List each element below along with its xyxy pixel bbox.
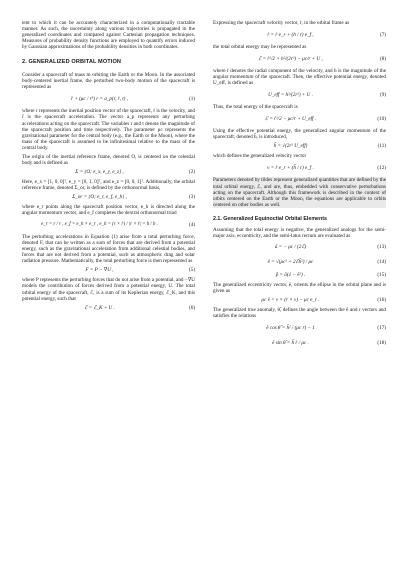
paper-page	[22, 20, 386, 550]
right-column	[213, 20, 386, 352]
equation-number: (11)	[377, 143, 386, 150]
paragraph: which defines the generalized velocity vector	[213, 153, 307, 160]
equation-number: (6)	[189, 304, 195, 311]
equation-number: (15)	[377, 271, 386, 278]
equation-body: ã = − μc / (2ℰ)	[274, 244, 307, 251]
equation-number: (16)	[377, 296, 386, 303]
paragraph: where e_r points along the spacecraft position vector, e_h is directed along the angular momentum vector, and e_f completes the dextral orthonormal triad	[22, 204, 195, 217]
section-heading: 2. GENERALIZED ORBITAL MOTION	[22, 59, 122, 66]
equation-number: (10)	[377, 115, 386, 122]
paragraph: Here, e_x = [1, 0, 0]ᵀ, e_y = [0, 1, 0]ᵀ, and e_z = [0, 0, 1]ᵀ. Additionally, the orbital reference frame, denoted Σ_or, is defined by the orthonormal basis,	[22, 178, 195, 191]
paragraph: where P represents the perturbing forces that do not arise from a potential, and −∇U models the contribution of forces derived from a potential energy, U. The total orbital energy of the spacecraft, ℰ, is a sum of its Keplerian energy, ℰ_K, and this potential energy, such that	[22, 277, 195, 302]
equation-number: (1)	[189, 95, 195, 102]
equation-8	[213, 53, 386, 64]
equation-number: (13)	[377, 244, 386, 251]
equation-6	[22, 305, 195, 311]
equation-body: ℰ = ℰ_K + U .	[84, 304, 115, 311]
equation-body: ℰ = ṙ²/2 − μc/r + U_eff .	[264, 115, 317, 122]
equation-number: (9)	[380, 91, 386, 98]
paragraph: Thus, the total energy of the spacecraft is	[213, 104, 298, 111]
equation-5	[22, 267, 195, 273]
paragraph: Expressing the spacecraft velocity vector, ṙ, in the orbital frame as	[213, 20, 350, 26]
equation-body: ẽ = √(μc² + 2ℰh̃²) / μc	[267, 259, 314, 266]
equation-body: p̃ = ã(1 − ẽ²) .	[275, 271, 306, 278]
equation-body: e_r = r / r , e_f = e_h × e_r , e_h = (r × ṙ) / |r × ṙ| = h / h .	[41, 221, 158, 227]
highlighted-paragraph: Parameters denoted by tildes represent generalized quantities that are defined by the total orbital energy, ℰ, and are, thus, embedded with conservative perturbations acting on the spacecraft. Although this framework is described in the context of orbits centered on the Earth or the Moon, the equations are applicable to orbits centered on other bodies as well.	[213, 177, 386, 208]
equation-number: (2)	[189, 168, 195, 175]
intro-paragraph: tent to which it can be accurately characterized in a computationally tractable manner. As such, the uncertainty along various trajectories is propagated in the generalized coordinates and compared against Cartesian propagation techniques. Measures of probability density functions are employed to quantify errors induced by Gaussian approximations of the probability densities in both coordinates.	[22, 20, 195, 51]
equation-body: ẽ cos θ̃ = h̃² / (μc r) − 1	[266, 324, 315, 331]
paragraph: The perturbing accelerations in Equation (1) arise from a total perturbing force, denoted F, that can be written as a sum of forces that are derived from a potential energy, such as the gravitational acceleration from additional celestial bodies, and forces that are not derived from a potential, such as atmospheric drag and solar radiation pressure. Mathematically, the total perturbing force is then represented as	[22, 234, 195, 265]
paragraph: The generalized true anomaly, θ̃, defines the angle between the ẽ and r vectors and satisfies the relations	[213, 307, 386, 320]
equation-body: Σ = {O; e_x, e_y, e_z} ,	[75, 168, 124, 175]
equation-number: (4)	[189, 221, 195, 228]
equation-body: ẽ sin θ̃ = h̃ ṙ / μc .	[272, 339, 309, 346]
equation-11	[213, 143, 386, 149]
equation-number: (18)	[377, 339, 386, 346]
equation-number: (8)	[380, 55, 386, 62]
equation-2	[22, 169, 195, 175]
equation-body: h̃ = √(2r² U_eff)	[273, 143, 308, 150]
paragraph: Consider a spacecraft of mass m orbiting the Earth or the Moon. In the associated body-centered inertial frame, the perturbed two-body motion of the spacecraft is represented as	[22, 72, 195, 91]
left-column	[22, 20, 195, 315]
equation-14	[213, 257, 386, 268]
equation-number: (5)	[189, 267, 195, 274]
paragraph: where ṙ denotes the radial component of the velocity, and h is the magnitude of the angular momentum of the spacecraft. Then, the effective potential energy, denoted U_eff, is defined as	[213, 68, 386, 87]
equation-9	[213, 89, 386, 100]
equation-number: (7)	[380, 31, 386, 38]
equation-body: r̈ + (μc / r³) r = a_p(r, ṙ, t) ,	[71, 95, 128, 102]
paragraph: Using the effective potential energy, the generalized angular momentum of the spacecraft, denoted h̃, is introduced,	[213, 128, 386, 141]
equation-13	[213, 242, 386, 253]
paragraph: Assuming that the total energy is negative, the generalized analogs for the semi-major axis, eccentricity, and the semi-latus rectum are evaluated as	[213, 226, 386, 239]
equation-7	[213, 29, 386, 40]
equation-number: (17)	[377, 324, 386, 331]
paragraph: where r represents the inertial position vector of the spacecraft, ṙ is the velocity, and r̈ is the spacecraft acceleration. The vector a_p represents any perturbing accelerations acting on the spacecraft. The variables r and t denote the magnitude of the spacecraft position and time respectively. The parameter μc represents the gravitational parameter for the central body (e.g., the Earth or the Moon), where the mass of the spacecraft is assumed to be infinitesimal relative to the mass of the central body.	[22, 108, 195, 151]
paragraph: The generalized eccentricity vector, ẽ, orients the ellipse in the orbital plane and is given as	[213, 281, 386, 294]
equation-body: v = ṙ e_r + (h̃ / r) e_f .	[267, 164, 314, 171]
paragraph: the total orbital energy may be represented as	[213, 44, 307, 51]
equation-number: (3)	[189, 193, 195, 200]
equation-number: (14)	[377, 259, 386, 266]
equation-body: ṙ = ṙ e_r + (h / r) e_f ,	[267, 31, 314, 38]
equation-body: F = P − ∇U ,	[85, 267, 114, 274]
equation-1	[22, 93, 195, 104]
equation-10	[213, 113, 386, 124]
equation-4	[22, 219, 195, 230]
equation-12	[213, 162, 386, 173]
equation-16	[213, 297, 386, 303]
equation-body: Σ_or = {O; e_r, e_f, e_h} ,	[72, 193, 127, 200]
equation-body: U_eff = h²/(2r²) + U .	[268, 91, 313, 98]
equation-18	[213, 337, 386, 348]
equation-15	[213, 272, 386, 278]
equation-body: μc ẽ = v × (r × v) − μc e_r .	[261, 296, 320, 303]
paragraph: The origin of the inertial reference frame, denoted O, is centered on the celestial body and is defined as	[22, 153, 195, 166]
subsection-heading: 2.1. Generalized Equinoctial Orbital Elements	[213, 215, 327, 222]
equation-body: ℰ = ṙ²/2 + h²/(2r²) − μc/r + U ,	[258, 55, 323, 62]
equation-3	[22, 194, 195, 200]
equation-17	[213, 322, 386, 333]
equation-number: (12)	[377, 164, 386, 171]
